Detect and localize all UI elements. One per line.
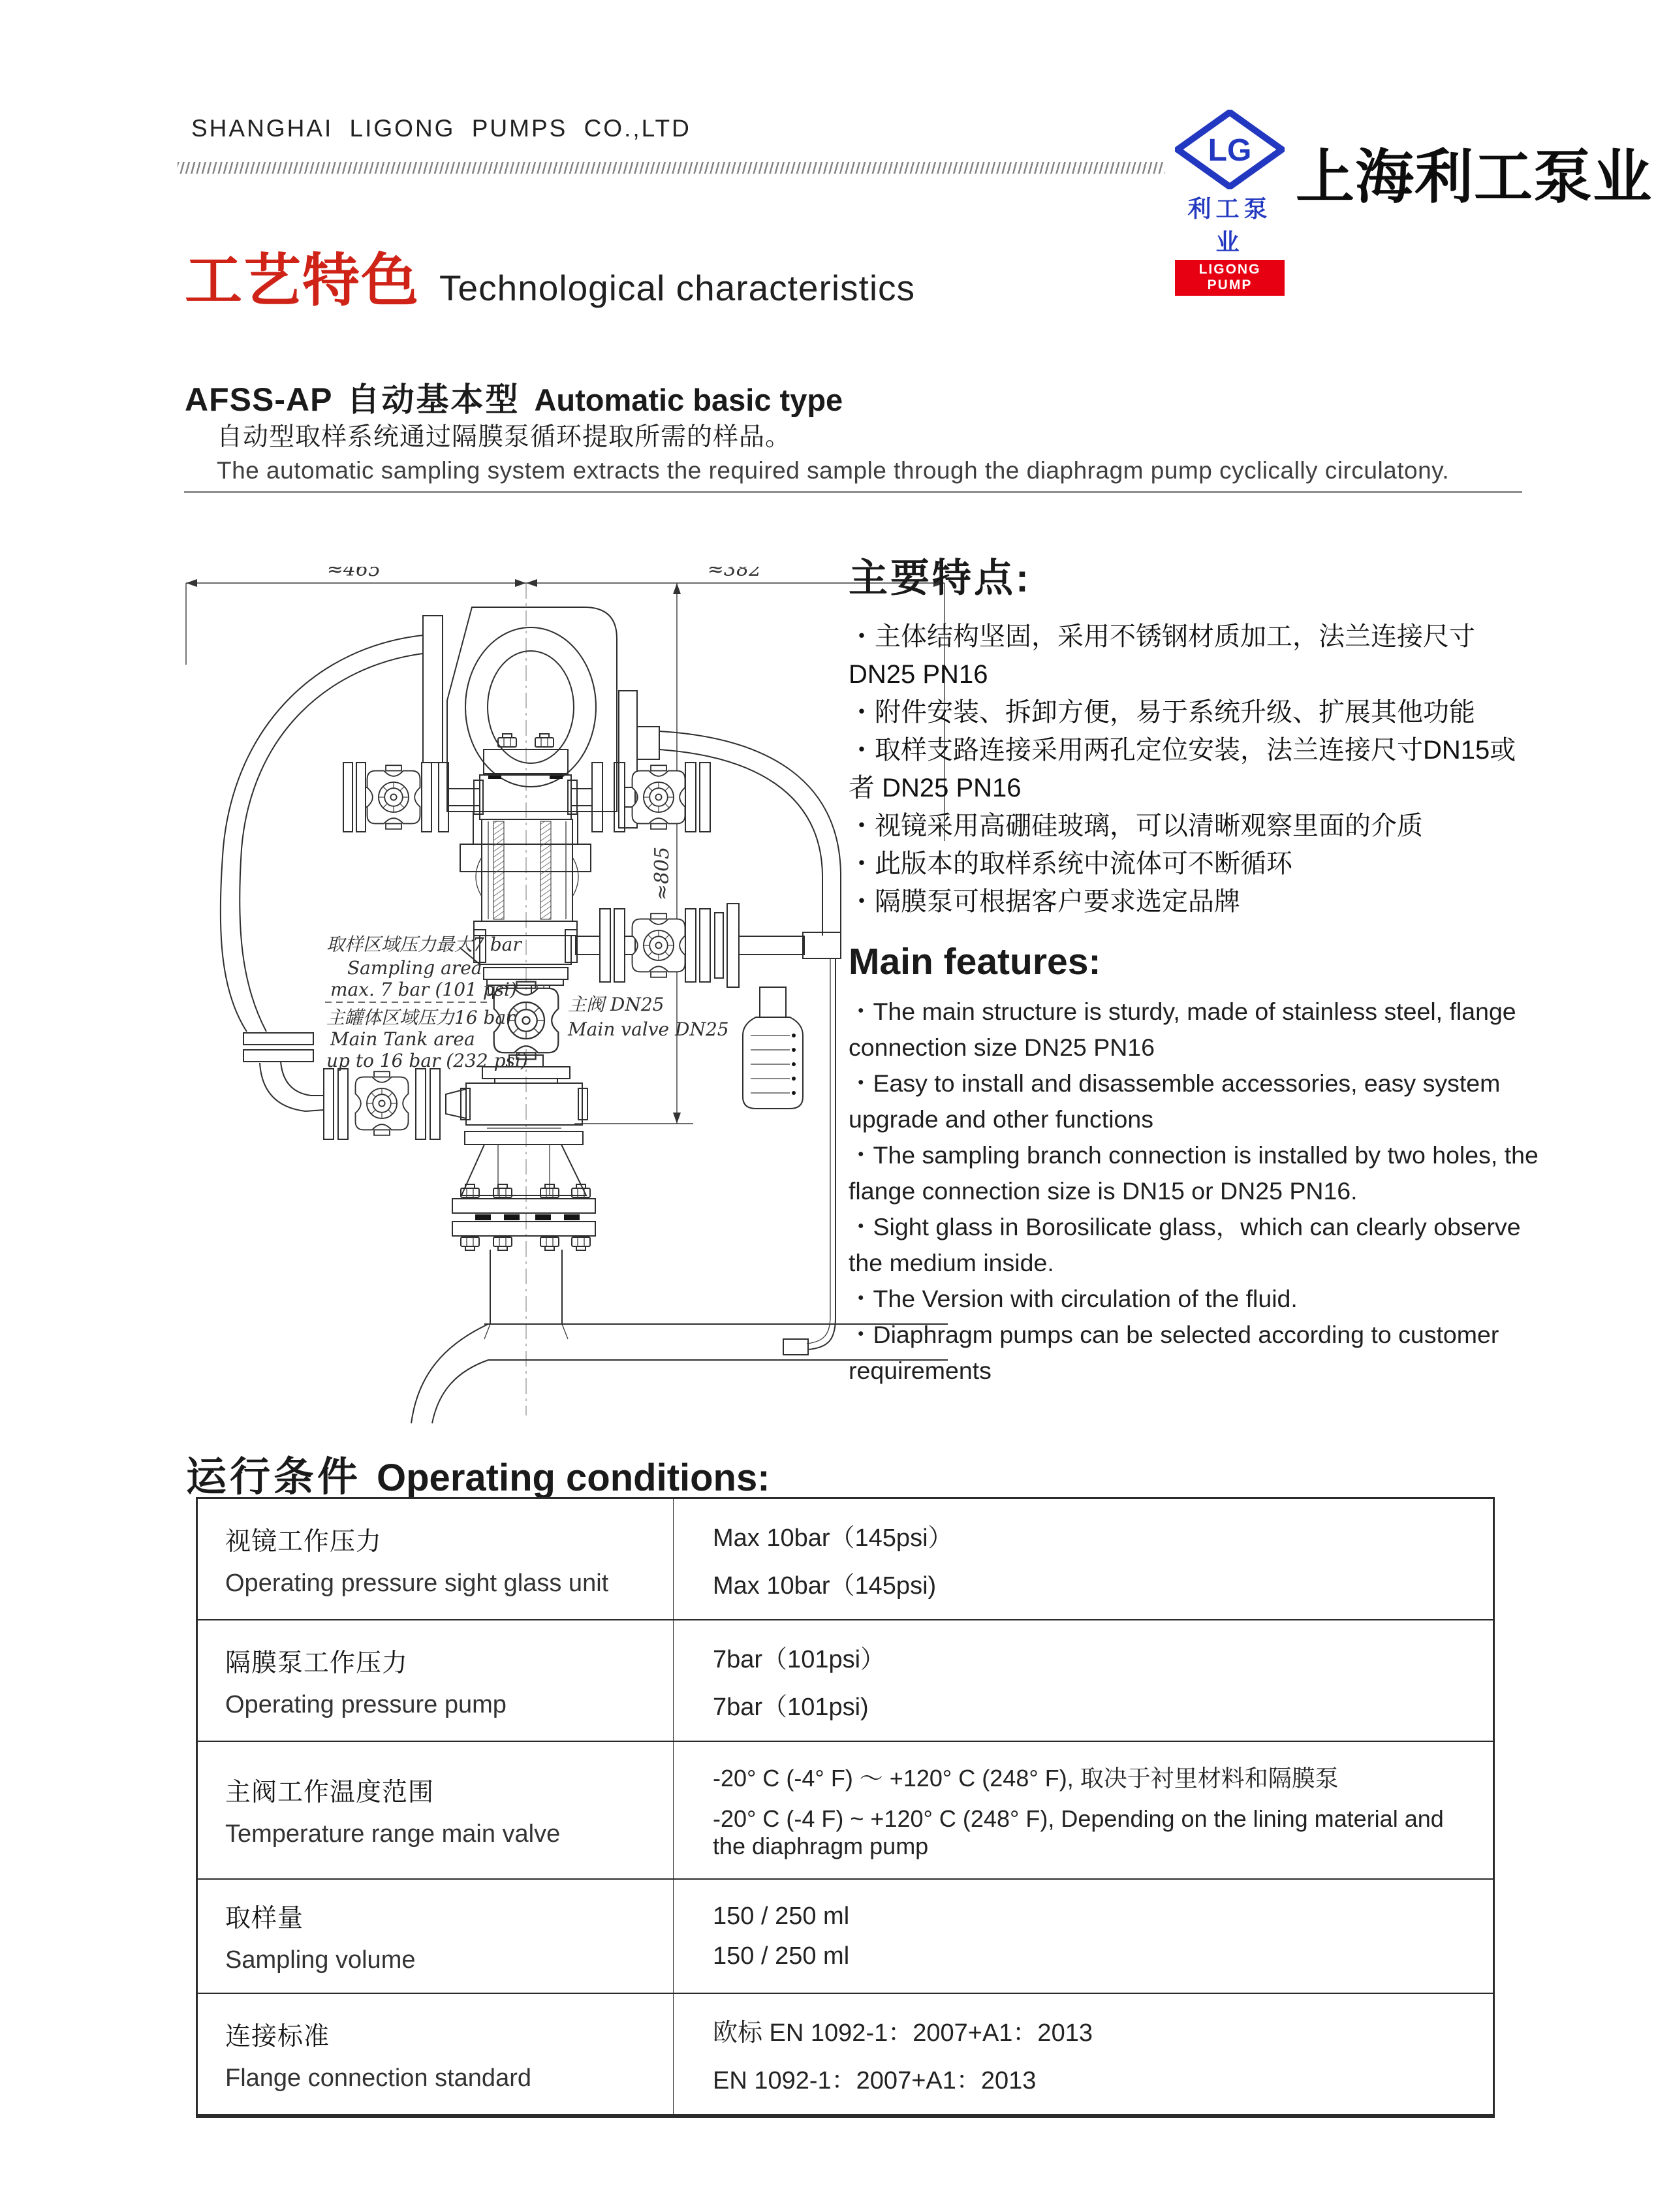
horizontal-rule (184, 491, 1522, 493)
table-row (198, 1993, 1493, 2114)
model-code: AFSS-AP (185, 381, 333, 418)
section-title (185, 235, 915, 317)
row-label-en: Sampling volume (225, 1946, 416, 1974)
bottom-flange-assembly (452, 1128, 595, 1339)
annot-tank-en1: Main Tank area (330, 1028, 475, 1050)
dim-width-left: ≈465 (326, 567, 381, 581)
row-value: Max 10bar（145psi) (713, 1572, 937, 1600)
feature-item-en: ・The main structure is sturdy, made of stainless steel, flange connection size DN25 PN16 (849, 998, 1516, 1061)
row-label-en: Flange connection standard (225, 2064, 531, 2092)
zigzag-divider (178, 162, 1164, 174)
feature-item-en: ・Diaphragm pumps can be selected according to customer requirements (849, 1321, 1499, 1384)
table-row (198, 1741, 1493, 1878)
dim-width-right: ≈382 (707, 567, 762, 581)
row-value: -20° C (-4° F) ～ +120° C (248° F), 取决于衬里材料和隔膜泵 (713, 1765, 1339, 1792)
intro-cn: 自动型取样系统通过隔膜泵循环提取所需的样品。 (217, 423, 792, 451)
row-value: 7bar（101psi) (713, 1694, 869, 1721)
row-label-cn: 视镜工作压力 (225, 1527, 383, 1556)
row-label-cn: 连接标准 (225, 2022, 330, 2051)
annot-tank-en2: up to 16 bar (232 psi) (326, 1050, 528, 1071)
features-panel (849, 547, 1542, 1389)
dimension-height (574, 583, 693, 1124)
model-type-cn: 自动基本型 (347, 381, 520, 418)
annot-tank-cn: 主罐体区域压力16 bar (326, 1007, 515, 1028)
logo-initials: LG (1208, 133, 1252, 168)
logo-cn-text: 利工泵业 (1187, 195, 1272, 255)
row-value: -20° C (-4 F) ~ +120° C (248° F), Depending on the lining material and the diaphragm pump (713, 1805, 1444, 1859)
row-label-en: Temperature range main valve (225, 1820, 561, 1848)
row-label-en: Operating pressure pump (225, 1690, 507, 1718)
row-label-cn: 隔膜泵工作压力 (225, 1649, 409, 1677)
table-row (198, 1499, 1493, 1619)
conditions-title-en: Operating conditions: (377, 1457, 770, 1499)
intro-en: The automatic sampling system extracts the required sample through the diaphragm pump cyclically circulatony. (217, 457, 1450, 484)
section-title-en: Technological characteristics (439, 268, 916, 308)
conditions-title-cn: 运行条件 (186, 1455, 362, 1500)
feature-item-en: ・Sight glass in Borosilicate glass，which can clearly observe the medium inside. (849, 1213, 1521, 1276)
technical-drawing (183, 567, 953, 1429)
feature-item-en: ・The sampling branch connection is installed by two holes, the flange connection size is DN15 or DN25 PN16. (849, 1141, 1539, 1205)
annot-sampling-en2: max. 7 bar (101 psi) (330, 979, 517, 1000)
upper-branch (343, 734, 710, 832)
row-value: 欧标 EN 1092-1：2007+A1：2013 (713, 2019, 1093, 2047)
row-value: Max 10bar（145psi） (713, 1525, 953, 1552)
brand-title: 上海利工泵业 (1296, 145, 1652, 210)
company-logo (1175, 110, 1285, 296)
row-label-en: Operating pressure sight glass unit (225, 1569, 609, 1597)
model-type-en: Automatic basic type (534, 383, 843, 417)
row-label-cn: 主阀工作温度范围 (225, 1778, 435, 1807)
row-value: 150 / 250 ml (713, 1942, 850, 1970)
feature-item-cn: ・隔膜泵可根据客户要求选定品牌 (849, 887, 1240, 916)
annot-sampling-cn: 取样区域压力最大7 bar (326, 934, 522, 955)
dim-height: ≈805 (651, 846, 674, 901)
conditions-table (196, 1497, 1495, 2118)
right-pipe (659, 731, 841, 936)
row-value: EN 1092-1：2007+A1：2013 (713, 2067, 1037, 2094)
section-title-cn: 工艺特色 (185, 248, 420, 313)
model-line (185, 373, 843, 420)
company-name: SHANGHAI LIGONG PUMPS CO.,LTD (191, 115, 691, 142)
row-label-cn: 取样量 (225, 1904, 304, 1933)
feature-item-en: ・The Version with circulation of the fluid. (849, 1285, 1298, 1312)
feature-item-cn: ・附件安装、拆卸方便，易于系统升级、扩展其他功能 (849, 698, 1475, 727)
feature-item-cn: ・此版本的取样系统中流体可不断循环 (849, 849, 1292, 878)
sample-bottle (743, 987, 803, 1109)
table-row (198, 1878, 1493, 1993)
table-row (198, 1619, 1493, 1741)
conditions-title (186, 1444, 770, 1502)
logo-en-badge: LIGONG PUMP (1175, 260, 1285, 296)
row-value: 7bar（101psi） (713, 1646, 886, 1673)
row-value: 150 / 250 ml (713, 1902, 850, 1930)
feature-item-cn: ・取样支路连接采用两孔定位安装，法兰连接尺寸DN15或者 DN25 PN16 (849, 736, 1516, 802)
feature-item-cn: ・主体结构坚固，采用不锈钢材质加工，法兰连接尺寸DN25 PN16 (849, 622, 1475, 689)
annot-valve-en: Main valve DN25 (568, 1019, 729, 1040)
features-en-heading: Main features: (849, 941, 1101, 983)
feature-item-en: ・Easy to install and disassemble accessories, easy system upgrade and other functions (849, 1069, 1501, 1133)
annot-sampling-en1: Sampling area (347, 957, 482, 979)
features-cn-heading: 主要特点: (849, 556, 1031, 600)
feature-item-cn: ・视镜采用高硼硅玻璃，可以清晰观察里面的介质 (849, 812, 1423, 840)
lower-right-branch (576, 904, 841, 987)
annot-valve-cn: 主阀 DN25 (568, 994, 664, 1015)
logo-diamond-icon (1175, 110, 1285, 189)
